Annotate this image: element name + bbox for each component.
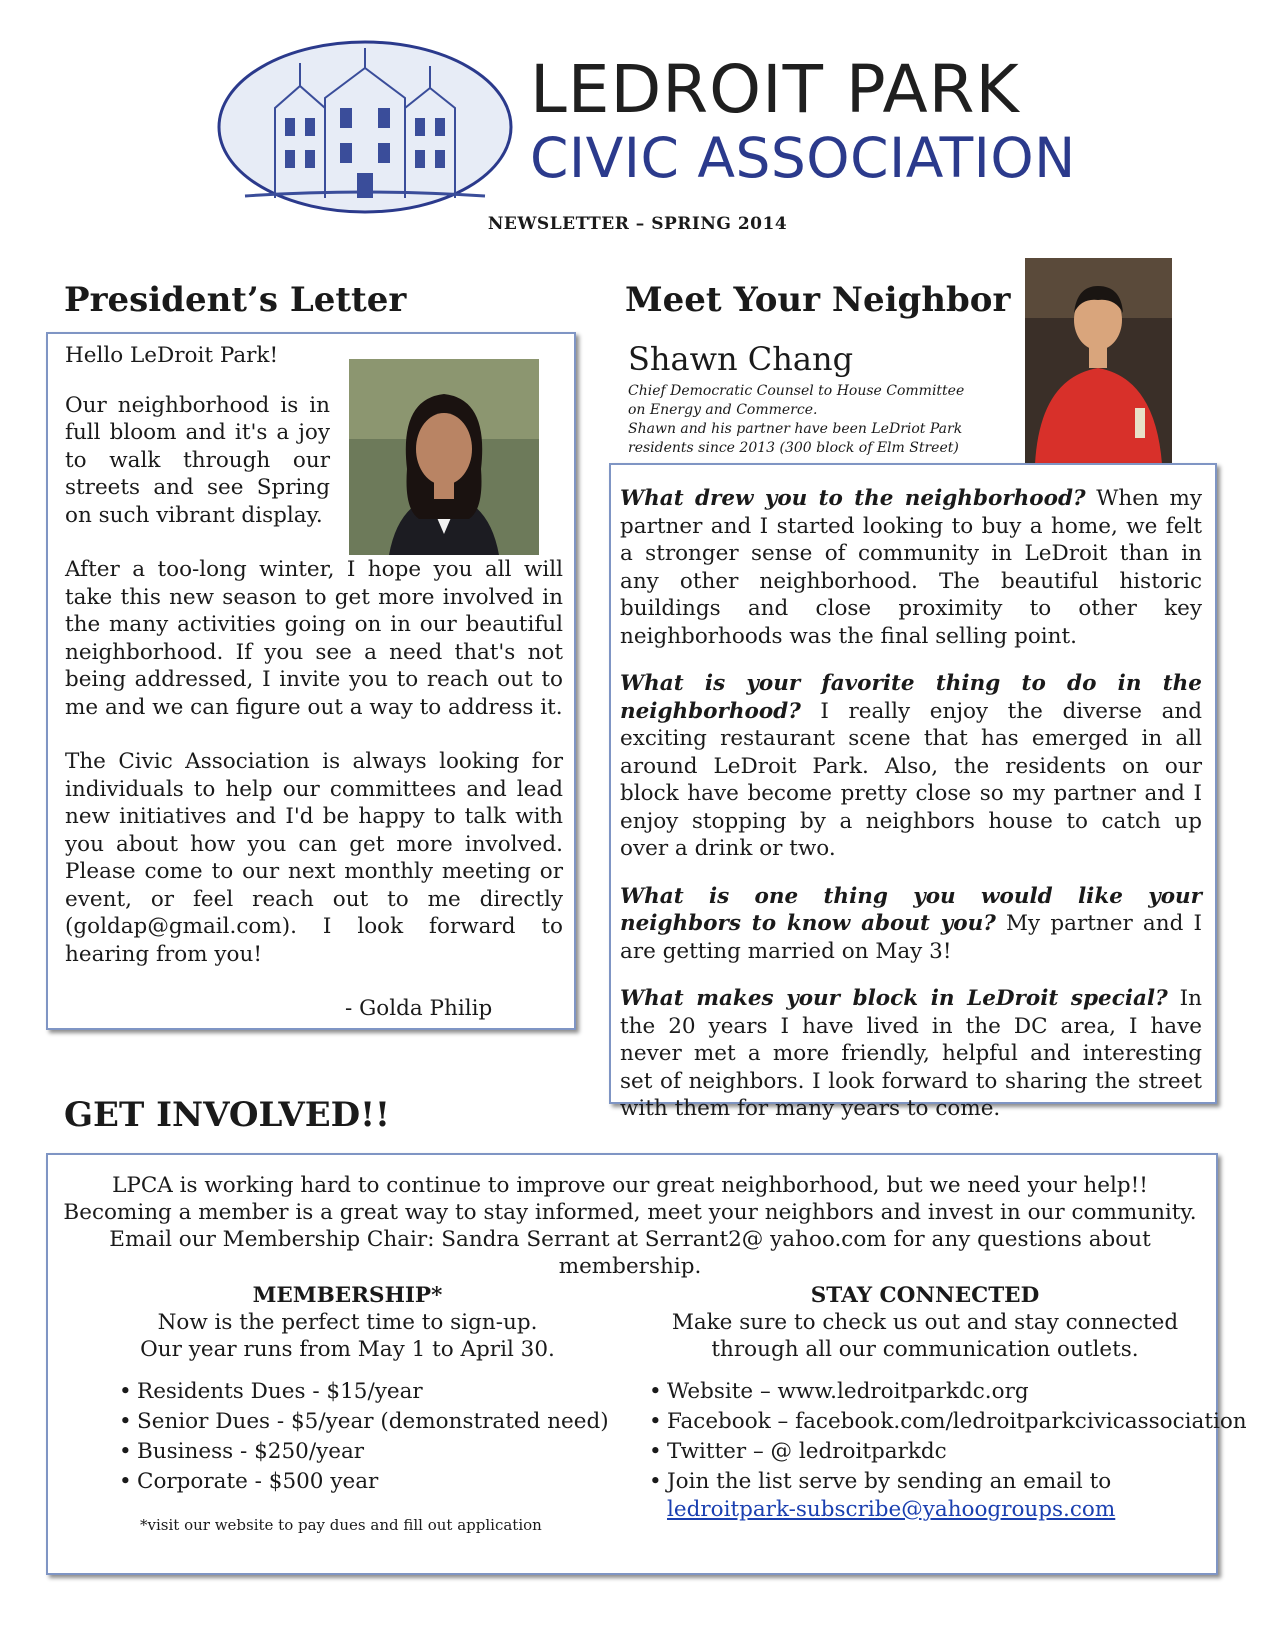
list-item: • Twitter – @ ledroitparkdc: [645, 1437, 1205, 1467]
intro-line-2: Becoming a member is a great way to stay informed, meet your neighbors and invest in our community.: [63, 1200, 1197, 1225]
qa-question-3: What is one thing you would like your neighbors to know about you?: [620, 883, 1202, 936]
list-item: • Website – www.ledroitparkdc.org: [645, 1377, 1205, 1407]
qa-item-4: [620, 985, 1202, 1123]
neighbor-photo: [1025, 258, 1172, 464]
membership-sub-1: Now is the perfect time to sign-up.: [157, 1310, 538, 1335]
membership-column: [115, 1282, 609, 1497]
subscribe-email-link[interactable]: ledroitpark-subscribe@yahoogroups.com: [667, 1497, 1116, 1522]
membership-note: *visit our website to pay dues and fill out application: [140, 1516, 542, 1534]
qa-answer-2: I really enjoy the diverse and exciting restaurant scene that has emerged in all around LeDroit Park. Also, the residents on our block have become pretty close so my partner and I enjoy stopping by a neighbors house to catch up over a drink or two.: [620, 698, 1202, 861]
org-title-line1: LEDROIT PARK: [530, 51, 1020, 128]
stay-connected-list: [645, 1377, 1247, 1497]
stay-connected-heading: STAY CONNECTED: [810, 1283, 1040, 1308]
qa-answer-4: In the 20 years I have lived in the DC area, I have never met a more friendly, helpful and interesting set of neighbors. I look forward to sharing the street with them for many years to come.: [620, 986, 1202, 1121]
stay-connected-sub-1: Make sure to check us out and stay connected: [671, 1310, 1179, 1335]
get-involved-intro: [50, 1172, 1210, 1280]
qa-item-2: [620, 670, 1202, 863]
qa-question-1: What drew you to the neighborhood?: [620, 486, 1086, 511]
president-paragraph-3: The Civic Association is always looking for individuals to help our committees and lead new initiatives and I'd be happy to talk with you about how you can get more involved. Please come to our next monthly meeting or event, or feel reach out to me directly (goldap@gmail.com). I look forward to hearing from you!: [65, 749, 563, 967]
list-item: • Residents Dues - $15/year: [115, 1377, 580, 1407]
membership-list: [115, 1377, 609, 1497]
neighbor-heading: Meet Your Neighbor: [625, 280, 1011, 320]
neighbor-caption-residency: Shawn and his partner have been LeDriot Park residents since 2013 (300 block of Elm Street): [628, 421, 963, 456]
qa-question-2: What is your favorite thing to do in the neighborhood?: [620, 671, 1202, 724]
list-item: • Facebook – facebook.com/ledroitparkcivicassociation: [645, 1407, 1205, 1437]
president-letter-text: [65, 342, 563, 995]
neighbor-caption: [628, 382, 978, 458]
qa-answer-3: My partner and I are getting married on May 3!: [620, 911, 1203, 964]
president-signature: - Golda Philip: [345, 996, 493, 1021]
intro-line-1: LPCA is working hard to continue to improve our great neighborhood, but we need your help!!: [112, 1173, 1148, 1198]
subscribe-email-wrap: [645, 1497, 1205, 1523]
neighbor-caption-title: Chief Democratic Counsel to House Committee on Energy and Commerce.: [628, 383, 965, 418]
stay-connected-column: [645, 1282, 1247, 1523]
membership-heading: MEMBERSHIP*: [252, 1283, 443, 1308]
membership-sub-2: Our year runs from May 1 to April 30.: [140, 1337, 555, 1362]
qa-answer-1: When my partner and I started looking to buy a home, we felt a stronger sense of community in LeDroit than in any other neighborhood. The beautiful historic buildings and close proximity to other key neighborhoods was the final selling point.: [620, 486, 1202, 649]
stay-connected-sub-2: through all our communication outlets.: [711, 1337, 1139, 1362]
president-paragraph-1: Our neighborhood is in full bloom and it's a joy to walk through our streets and see Spring on such vibrant display.: [65, 392, 330, 528]
list-item: • Corporate - $500 year: [115, 1467, 580, 1497]
qa-item-3: [620, 883, 1202, 966]
qa-item-1: [620, 485, 1202, 650]
list-item: • Join the list serve by sending an email to: [645, 1467, 1205, 1497]
intro-line-3: Email our Membership Chair: Sandra Serrant at Serrant2@ yahoo.com for any questions about membership.: [109, 1227, 1151, 1279]
list-item: • Senior Dues - $5/year (demonstrated need): [115, 1407, 580, 1437]
president-paragraph-2: After a too-long winter, I hope you all will take this new season to get more involved in the many activities going on in our beautiful neighborhood. If you see a need that's not being addressed, I invite you to reach out to me and we can figure out a way to address it.: [65, 557, 563, 720]
president-heading: President’s Letter: [64, 280, 407, 320]
president-greeting: Hello LeDroit Park!: [65, 343, 279, 368]
list-item: • Business - $250/year: [115, 1437, 580, 1467]
get-involved-heading: GET INVOLVED!!: [64, 1095, 390, 1135]
org-title-line2: CIVIC ASSOCIATION: [530, 126, 1076, 190]
house-logo: [215, 38, 515, 216]
neighbor-name: Shawn Chang: [628, 340, 854, 378]
issue-label: NEWSLETTER – SPRING 2014: [487, 214, 788, 234]
neighbor-interview: [620, 485, 1202, 1143]
qa-question-4: What makes your block in LeDroit special?: [620, 986, 1168, 1011]
